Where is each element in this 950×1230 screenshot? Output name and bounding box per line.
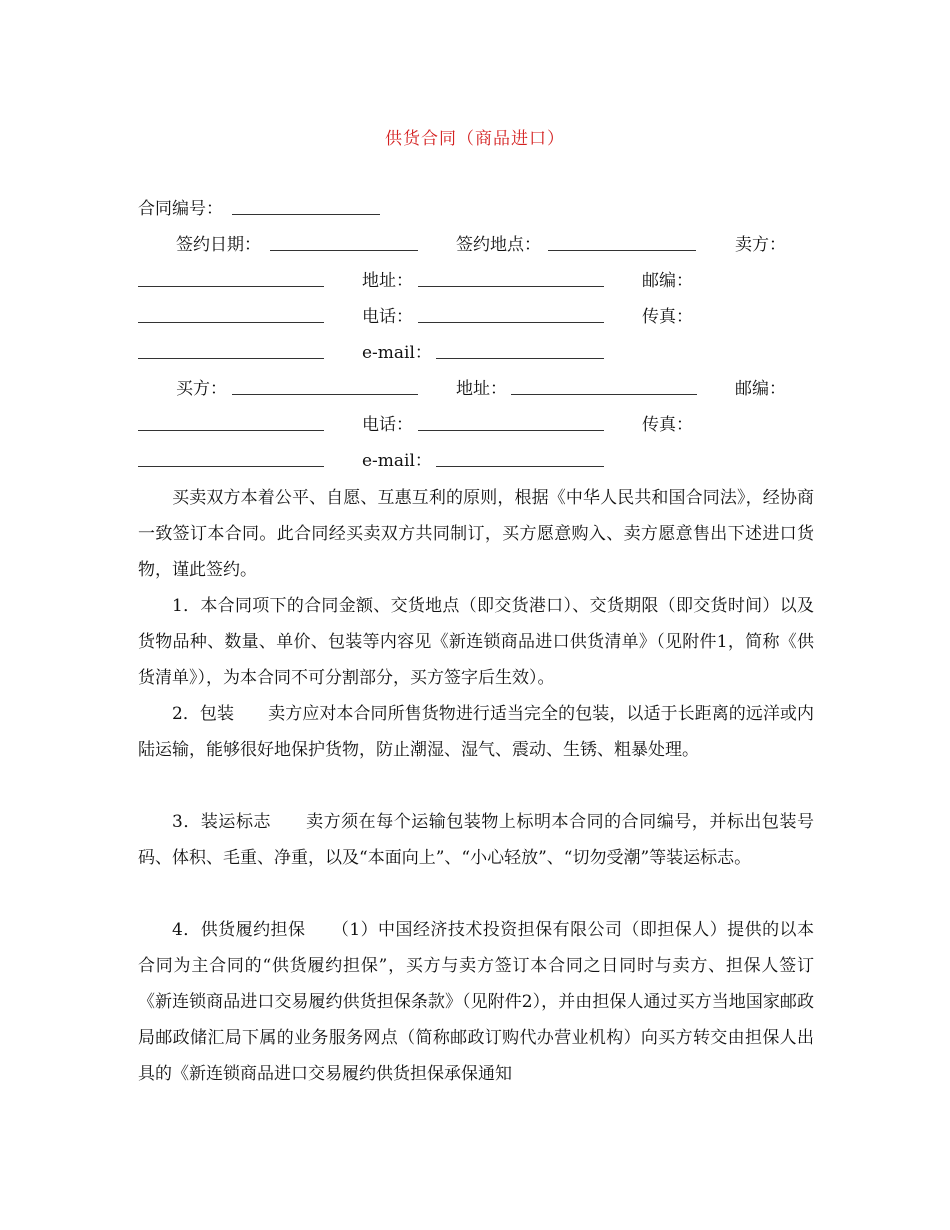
- seller-postcode-label: 邮编：: [642, 271, 693, 291]
- sign-place-blank: [548, 232, 696, 259]
- buyer-name-blank: [232, 376, 418, 403]
- clause-2-paragraph: [138, 696, 814, 768]
- clause-1-paragraph: [138, 588, 814, 696]
- buyer-postcode-blank: [138, 412, 324, 439]
- buyer-fax-label: 传真：: [642, 415, 693, 435]
- seller-address-blank: [418, 268, 604, 295]
- buyer-fax-blank: [138, 448, 324, 475]
- seller-fax-label: 传真：: [642, 307, 693, 327]
- seller-name-blank: [138, 268, 324, 295]
- seller-email-label: e-mail：: [362, 343, 432, 363]
- intro-paragraph: [138, 480, 814, 588]
- clause-3-paragraph: [138, 804, 814, 876]
- document-title: 供货合同（商品进口）: [385, 129, 565, 149]
- clause-4-text: 4．供货履约担保 （1）中国经济技术投资担保有限公司（即担保人）提供的以本合同为主合同的“供货履约担保”，买方与卖方签订本合同之日同时与卖方、担保人签订《新连锁商品进口交易履约供货担保条款》（见附件2），并由担保人通过买方当地国家邮政局邮政储汇局下属的业务服务网点（简称邮政订购代办营业机构）向买方转交由担保人出具的《新连锁商品进口交易履约供货担保承保通知: [138, 920, 814, 1084]
- seller-postcode-blank: [138, 304, 324, 331]
- contract-no-blank: [232, 196, 380, 223]
- buyer-email-blank: [436, 448, 604, 475]
- clause-3-text: 3．装运标志 卖方须在每个运输包装物上标明本合同的合同编号，并标出包装号码、体积、毛重、净重，以及“本面向上”、“小心轻放”、“切勿受潮”等装运标志。: [138, 812, 814, 868]
- seller-phone-blank: [418, 304, 604, 331]
- clause-4-paragraph: [138, 912, 814, 1092]
- seller-phone-label: 电话：: [362, 307, 413, 327]
- sign-date-label: 签约日期：: [176, 235, 261, 255]
- seller-label: 卖方：: [735, 235, 786, 255]
- buyer-label: 买方：: [176, 379, 227, 399]
- contract-no-label: 合同编号：: [138, 199, 223, 219]
- intro-text: 买卖双方本着公平、自愿、互惠互利的原则，根据《中华人民共和国合同法》，经协商一致签订本合同。此合同经买卖双方共同制订，买方愿意购入、卖方愿意售出下述进口货物，谨此签约。: [138, 488, 814, 580]
- buyer-postcode-label: 邮编：: [735, 379, 786, 399]
- buyer-address-label: 地址：: [456, 379, 507, 399]
- sign-date-blank: [270, 232, 418, 259]
- clause-1-text: 1．本合同项下的合同金额、交货地点（即交货港口）、交货期限（即交货时间）以及货物品种、数量、单价、包装等内容见《新连锁商品进口供货清单》（见附件1，简称《供货清单》），为本合同不可分割部分，买方签字后生效）。: [138, 596, 814, 688]
- seller-email-blank: [436, 340, 604, 367]
- seller-address-label: 地址：: [362, 271, 413, 291]
- clause-2-text: 2．包装 卖方应对本合同所售货物进行适当完全的包装，以适于长距离的远洋或内陆运输，能够很好地保护货物，防止潮湿、湿气、震动、生锈、粗暴处理。: [138, 704, 814, 760]
- buyer-email-label: e-mail：: [362, 451, 432, 471]
- buyer-phone-blank: [418, 412, 604, 439]
- sign-place-label: 签约地点：: [456, 235, 541, 255]
- buyer-address-blank: [511, 376, 697, 403]
- buyer-phone-label: 电话：: [362, 415, 413, 435]
- seller-fax-blank: [138, 340, 324, 367]
